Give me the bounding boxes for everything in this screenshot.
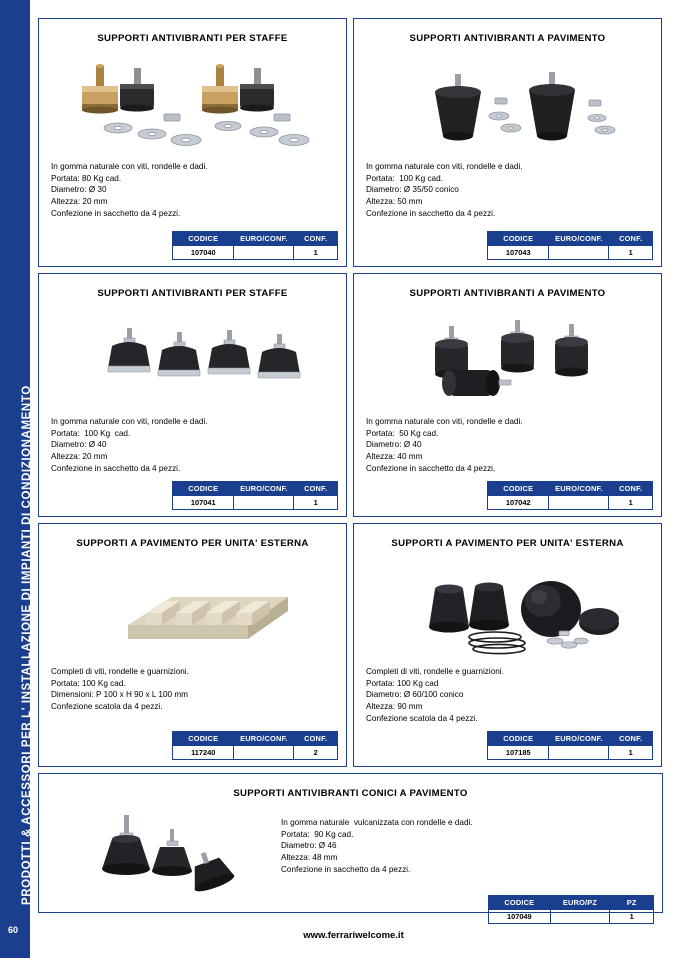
desc-line: Portata: 50 Kg cad. <box>366 428 439 438</box>
desc-line: Altezza: 90 mm <box>366 701 423 711</box>
desc-line: Portata: 100 Kg cad. <box>51 428 131 438</box>
product-description <box>362 666 653 724</box>
col-codice: CODICE <box>173 482 234 496</box>
desc-line: Diametro: Ø 40 <box>366 440 422 450</box>
cell-conf: 1 <box>609 246 653 260</box>
product-card <box>38 523 347 767</box>
product-image <box>362 555 653 660</box>
footer-website[interactable]: www.ferrariwelcome.it <box>303 930 404 941</box>
desc-line: Altezza: 20 mm <box>51 196 108 206</box>
desc-line: Dimensioni: P 100 x H 90 x L 100 mm <box>51 690 188 700</box>
col-pz: PZ <box>610 896 654 910</box>
product-description <box>47 666 338 713</box>
price-table <box>172 731 338 760</box>
price-table <box>172 481 338 510</box>
cell-conf: 2 <box>294 746 338 760</box>
cell-codice: 117240 <box>173 746 234 760</box>
beige-base-rail-icon <box>68 553 318 663</box>
cell-euro <box>550 910 610 924</box>
desc-line: Confezione in sacchetto da 4 pezzi. <box>366 463 496 473</box>
desc-line: Altezza: 40 mm <box>366 451 423 461</box>
product-description <box>47 416 338 474</box>
table-header-row <box>173 482 338 496</box>
price-table <box>488 895 654 924</box>
cell-conf: 1 <box>294 496 338 510</box>
desc-line: Altezza: 50 mm <box>366 196 423 206</box>
col-conf: CONF. <box>609 482 653 496</box>
sidebar-vertical-title: PRODOTTI & ACCESSORI PER L' INSTALLAZIONE DI IMPIANTI DI CONDIZIONAMENTO <box>21 385 33 905</box>
col-conf: CONF. <box>294 482 338 496</box>
col-euro-conf: EURO/CONF. <box>234 732 294 746</box>
col-euro-pz: EURO/PZ <box>550 896 610 910</box>
desc-line: Diametro: Ø 30 <box>51 185 107 195</box>
col-conf: CONF. <box>294 732 338 746</box>
desc-line: Portata: 100 Kg cad. <box>366 173 443 183</box>
cell-codice: 107040 <box>173 246 234 260</box>
table-header-row <box>173 732 338 746</box>
product-description <box>47 161 338 219</box>
product-card <box>38 273 347 517</box>
product-title: SUPPORTI ANTIVIBRANTI A PAVIMENTO <box>409 33 606 44</box>
desc-line: Confezione scatola da 4 pezzi. <box>51 701 163 711</box>
cell-codice: 107042 <box>488 496 549 510</box>
catalog-page-content <box>38 18 663 921</box>
page-number: 60 <box>8 925 19 935</box>
black-conical-mounts-orings-icon <box>383 553 633 663</box>
table-header-row <box>488 732 653 746</box>
cell-euro <box>234 246 294 260</box>
product-card-grid <box>38 18 663 921</box>
product-image <box>362 50 653 155</box>
product-title: SUPPORTI A PAVIMENTO PER UNITA' ESTERNA <box>391 538 624 549</box>
product-image <box>47 50 338 155</box>
price-table <box>487 231 653 260</box>
col-codice: CODICE <box>489 896 551 910</box>
conical-floor-mounts-icon <box>383 48 633 158</box>
cell-euro <box>234 496 294 510</box>
table-row <box>489 910 654 924</box>
table-header-row <box>488 232 653 246</box>
table-header-row <box>488 482 653 496</box>
desc-line: Portata: 90 Kg cad. <box>281 829 354 839</box>
desc-line: Diametro: Ø 35/50 conico <box>366 185 459 195</box>
product-image <box>47 803 277 895</box>
desc-line: Portata: 100 Kg cad. <box>51 678 126 688</box>
desc-line: Diametro: Ø 46 <box>281 841 337 851</box>
desc-line: Altezza: 48 mm <box>281 852 338 862</box>
desc-line: Confezione in sacchetto da 4 pezzi. <box>51 208 181 218</box>
col-euro-conf: EURO/CONF. <box>549 482 609 496</box>
desc-line: Completi di viti, rondelle e guarnizioni. <box>366 667 504 676</box>
product-title: SUPPORTI ANTIVIBRANTI PER STAFFE <box>97 33 288 44</box>
desc-line: Confezione scatola da 4 pezzi. <box>366 713 478 723</box>
cylindrical-floor-mounts-icon <box>383 308 633 408</box>
product-card-wide <box>38 773 663 921</box>
product-description <box>362 161 653 219</box>
conical-adjustable-feet-icon <box>62 803 262 895</box>
col-codice: CODICE <box>173 232 234 246</box>
col-euro-conf: EURO/CONF. <box>234 232 294 246</box>
table-row <box>173 496 338 510</box>
product-description <box>277 817 654 875</box>
desc-line: Diametro: Ø 40 <box>51 440 107 450</box>
desc-line: Altezza: 20 mm <box>51 451 108 461</box>
cell-codice: 107041 <box>173 496 234 510</box>
cell-conf: 1 <box>609 746 653 760</box>
product-card <box>353 273 662 517</box>
cell-codice: 107185 <box>488 746 549 760</box>
price-table <box>487 731 653 760</box>
product-title: SUPPORTI ANTIVIBRANTI A PAVIMENTO <box>409 288 606 299</box>
product-image <box>47 555 338 660</box>
product-card <box>38 18 347 267</box>
desc-line: Confezione in sacchetto da 4 pezzi. <box>366 208 496 218</box>
desc-line: Completi di viti, rondelle e guarnizioni. <box>51 667 189 676</box>
desc-line: Confezione in sacchetto da 4 pezzi. <box>281 864 411 874</box>
table-row <box>488 496 653 510</box>
wide-card-body <box>47 803 654 895</box>
table-row <box>173 746 338 760</box>
desc-line: In gomma naturale con viti, rondelle e dadi. <box>51 417 208 426</box>
price-table <box>487 481 653 510</box>
desc-line: In gomma naturale con viti, rondelle e dadi. <box>51 162 208 171</box>
col-conf: CONF. <box>609 232 653 246</box>
product-title: SUPPORTI ANTIVIBRANTI PER STAFFE <box>97 288 288 299</box>
desc-line: Diametro: Ø 60/100 conico <box>366 690 464 700</box>
cell-euro <box>234 746 294 760</box>
col-codice: CODICE <box>488 232 549 246</box>
cell-euro <box>549 746 609 760</box>
product-card <box>353 523 662 767</box>
col-codice: CODICE <box>488 482 549 496</box>
col-conf: CONF. <box>294 232 338 246</box>
cell-codice: 107049 <box>489 910 551 924</box>
cell-euro <box>549 246 609 260</box>
mounts-brass-rubber-icon <box>68 48 318 158</box>
cell-codice: 107043 <box>488 246 549 260</box>
cell-euro <box>549 496 609 510</box>
product-card <box>353 18 662 267</box>
desc-line: In gomma naturale vulcanizzata con rondelle e dadi. <box>281 818 473 827</box>
product-title: SUPPORTI A PAVIMENTO PER UNITA' ESTERNA <box>76 538 309 549</box>
left-sidebar <box>0 0 33 958</box>
wide-card-text <box>277 803 654 895</box>
table-header-row <box>173 232 338 246</box>
cell-conf: 1 <box>294 246 338 260</box>
col-euro-conf: EURO/CONF. <box>549 732 609 746</box>
price-table <box>172 231 338 260</box>
desc-line: In gomma naturale con viti, rondelle e dadi. <box>366 417 523 426</box>
table-row <box>173 246 338 260</box>
desc-line: In gomma naturale con viti, rondelle e dadi. <box>366 162 523 171</box>
col-conf: CONF. <box>609 732 653 746</box>
desc-line: Portata: 80 Kg cad. <box>51 173 122 183</box>
bell-mounts-row-icon <box>68 308 318 408</box>
desc-line: Portata: 100 Kg cad <box>366 678 439 688</box>
col-codice: CODICE <box>488 732 549 746</box>
table-header-row <box>489 896 654 910</box>
product-description <box>362 416 653 474</box>
col-euro-conf: EURO/CONF. <box>234 482 294 496</box>
table-row <box>488 246 653 260</box>
product-image <box>47 305 338 410</box>
product-title: SUPPORTI ANTIVIBRANTI CONICI A PAVIMENTO <box>233 788 468 799</box>
desc-line: Confezione in sacchetto da 4 pezzi. <box>51 463 181 473</box>
col-codice: CODICE <box>173 732 234 746</box>
table-row <box>488 746 653 760</box>
col-euro-conf: EURO/CONF. <box>549 232 609 246</box>
cell-pz: 1 <box>610 910 654 924</box>
product-image <box>362 305 653 410</box>
cell-conf: 1 <box>609 496 653 510</box>
